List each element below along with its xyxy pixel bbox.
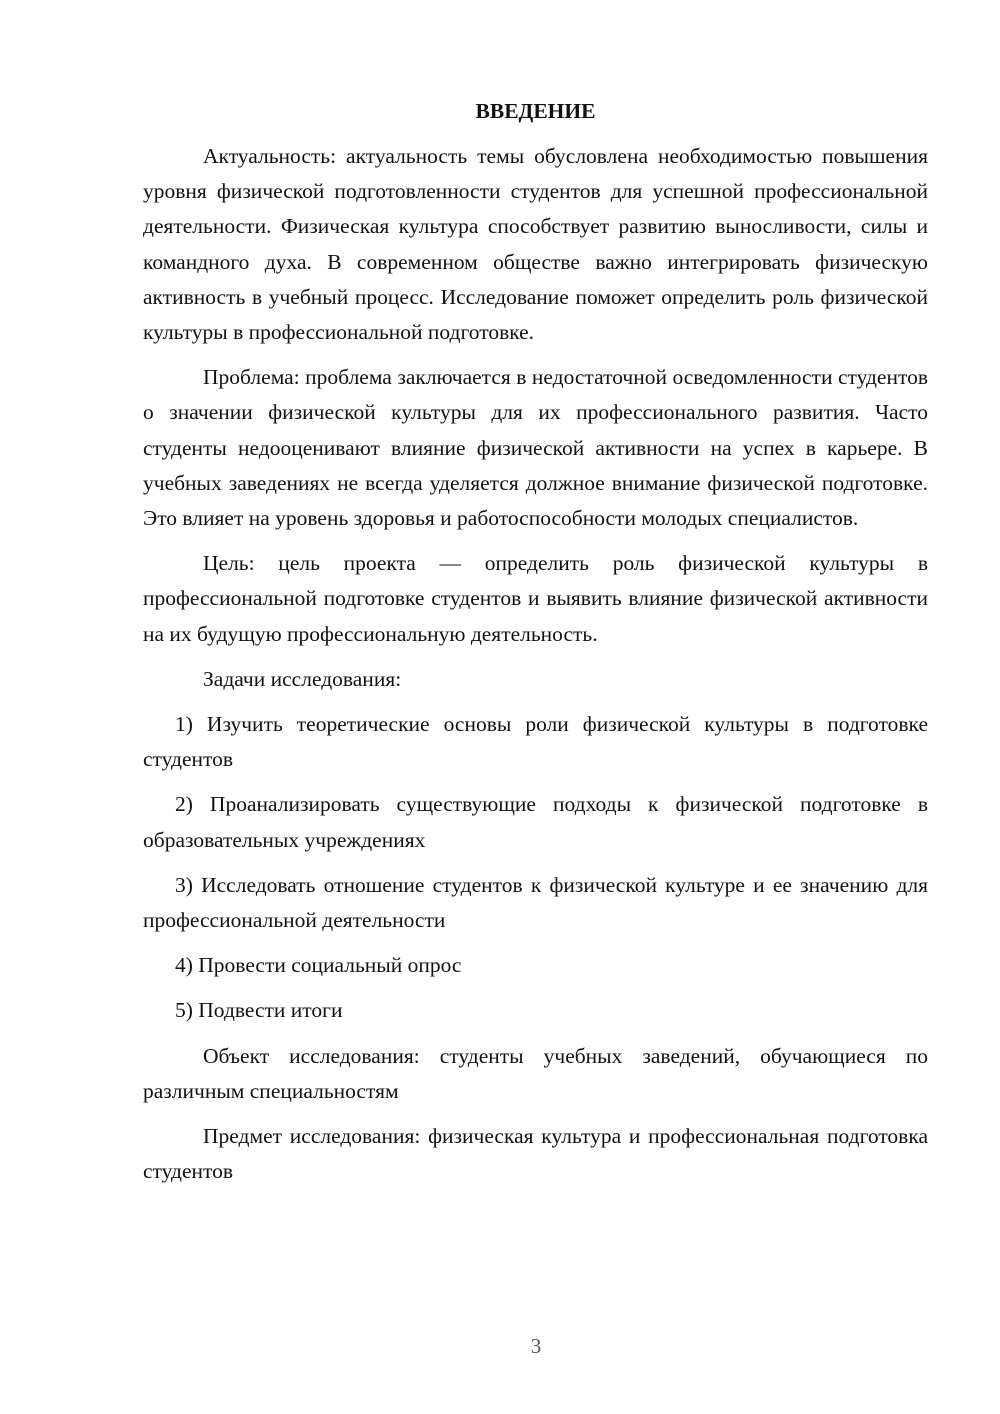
- task-item: 4) Провести социальный опрос: [175, 953, 462, 978]
- task-item: 3) Исследовать отношение студентов к физической культуре и ее значению для профессиональной деятельности: [143, 872, 928, 933]
- goal-paragraph: Цель: цель проекта — определить роль физической культуры в профессиональной подготовке студентов и выявить влияние физической активности на их будущую профессиональную деятельность.: [143, 551, 928, 646]
- subject-paragraph: Предмет исследования: физическая культура и профессиональная подготовка студентов: [143, 1124, 928, 1184]
- problem-paragraph: Проблема: проблема заключается в недостаточной осведомленности студентов о значении физической культуры для их профессионального развития. Часто студенты недооценивают влияние физической активности на успех в карьере. В учебных заведениях не всегда уделяется должное внимание физической подготовке. Это влияет на уровень здоровья и работоспособности молодых специалистов.: [143, 365, 928, 531]
- section-heading: ВВЕДЕНИЕ: [475, 99, 596, 123]
- task-item: 5) Подвести итоги: [175, 998, 343, 1023]
- page-number: 3: [530, 1334, 542, 1358]
- document-page: [143, 96, 928, 1199]
- object-paragraph: Объект исследования: студенты учебных заведений, обучающиеся по различным специальностям: [143, 1043, 928, 1103]
- relevance-paragraph: Актуальность: актуальность темы обусловлена необходимостью повышения уровня физической подготовленности студентов для успешной профессиональной деятельности. Физическая культура способствует развитию выносливости, силы и командного духа. В современном обществе важно интегрировать физическую активность в учебный процесс. Исследование поможет определить роль физической культуры в профессиональной подготовке.: [143, 144, 928, 345]
- task-item: 1) Изучить теоретические основы роли физической культуры в подготовке студентов: [143, 712, 928, 772]
- task-item: 2) Проанализировать существующие подходы к физической подготовке в образовательных учреждениях: [143, 792, 928, 852]
- tasks-title: Задачи исследования:: [203, 666, 402, 691]
